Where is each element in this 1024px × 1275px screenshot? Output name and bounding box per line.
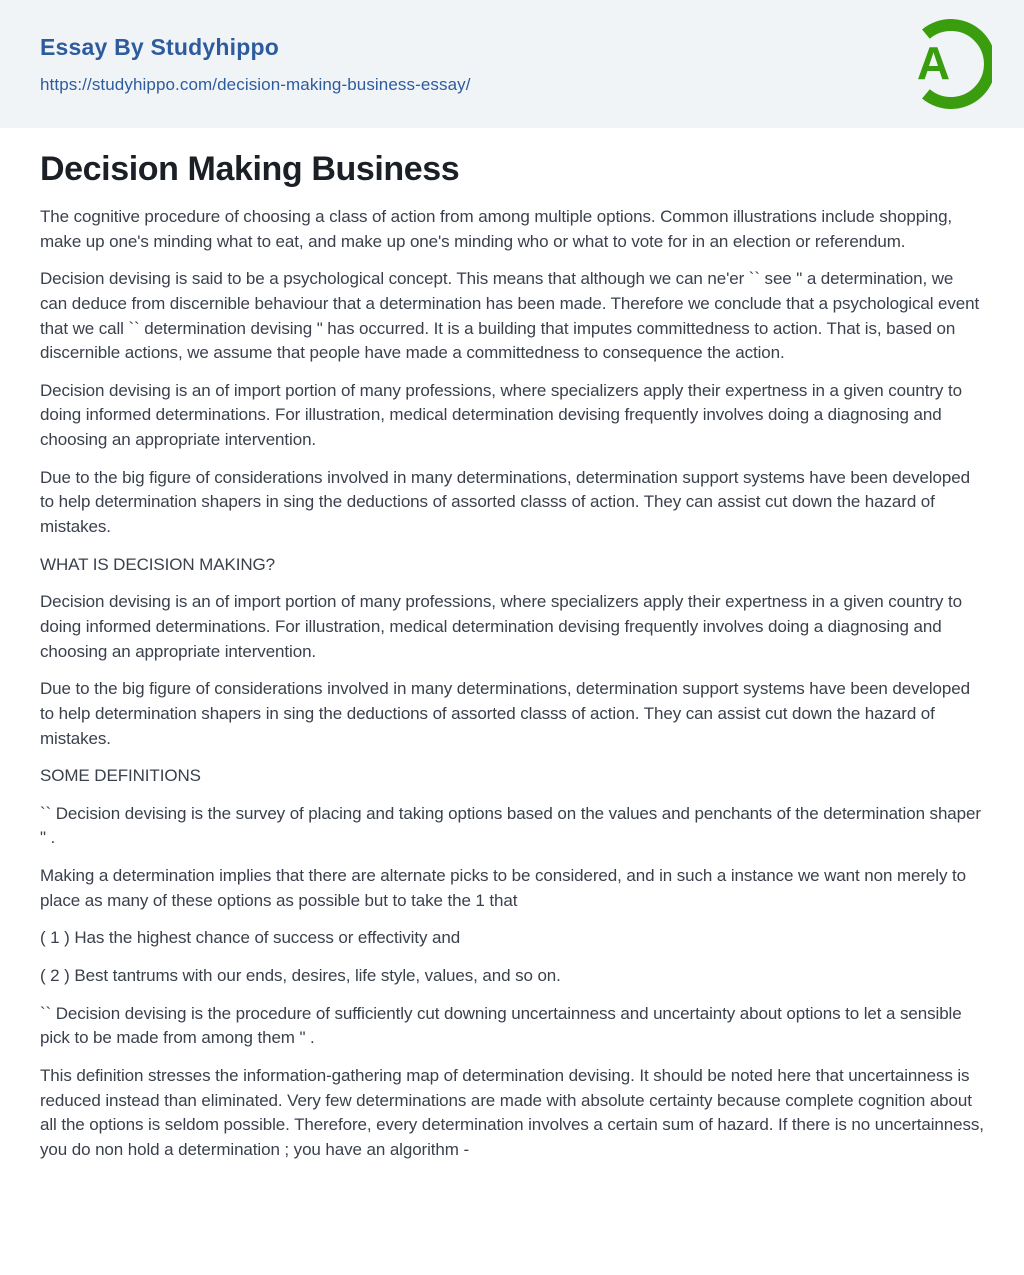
paragraph-quote: `` Decision devising is the procedure of sufficiently cut downing uncertainness and uncertainty about options to let a sensible pick to be made from among them " . [40,1003,962,1048]
essay-title: Decision Making Business [40,150,460,188]
paragraph: Decision devising is an of import portion of many professions, where specializers apply their expertness in a given country to doing informed determinations. For illustration, medical determination devising frequently involves doing a diagnosing and choosing an appropriate intervention. [40,592,962,661]
essay-url-link[interactable]: https://studyhippo.com/decision-making-business-essay/ [40,74,471,94]
paragraph-quote: `` Decision devising is the survey of placing and taking options based on the values and penchants of the determination shaper " . [40,803,981,848]
paragraph: Making a determination implies that there are alternate picks to be considered, and in such a instance we want non merely to place as many of these options as possible but to take the 1 that [40,866,966,910]
paragraph: Decision devising is said to be a psychological concept. This means that although we can ne'er `` see " a determination, we can deduce from discernible behaviour that a determination has been made. Therefore we conclude that a psychological event that we call `` determination devising " has occurred. It is a building that imputes committedness to action. That is, based on discernible actions, we assume that people have made a committedness to consequence the action. [40,269,980,363]
paragraph: Due to the big figure of considerations involved in many determinations, determination support systems have been developed to help determination shapers in sing the deductions of assorted classs of action. They can assist cut down the hazard of mistakes. [40,679,970,748]
logo-letter: A [916,37,951,89]
site-label: Essay By Studyhippo [40,33,279,60]
section-heading-some-definitions: SOME DEFINITIONS [40,766,201,786]
header-text-group [40,34,471,95]
paragraph: The cognitive procedure of choosing a class of action from among multiple options. Common illustrations include shopping, make up one's minding what to eat, and make up one's minding who or what to vote for in an election or referendum. [40,207,953,251]
paragraph: Decision devising is an of import portion of many professions, where specializers apply their expertness in a given country to doing informed determinations. For illustration, medical determination devising frequently involves doing a diagnosing and choosing an appropriate intervention. [40,380,962,450]
list-item-1: ( 1 ) Has the highest chance of success or effectivity and [40,928,461,948]
list-item-2: ( 2 ) Best tantrums with our ends, desires, life style, values, and so on. [40,966,561,986]
section-heading-what-is-decision-making: WHAT IS DECISION MAKING? [40,554,276,574]
studyhippo-logo [904,16,992,112]
paragraph: This definition stresses the information-gathering map of determination devising. It should be noted here that uncertainness is reduced instead than eliminated. Very few determinations are made with absolute certainty because complete cognition about all the options is seldom possible. Therefore, every determination involves a certain sum of hazard. If there is no uncertainness, you do non hold a determination ; you have an algorithm - [40,1065,984,1159]
page-header [0,0,1024,128]
paragraph: Due to the big figure of considerations involved in many determinations, determination support systems have been developed to help determination shapers in sing the deductions of assorted classs of action. They can assist cut down the hazard of mistakes. [40,467,970,537]
article-body [0,128,1024,1163]
